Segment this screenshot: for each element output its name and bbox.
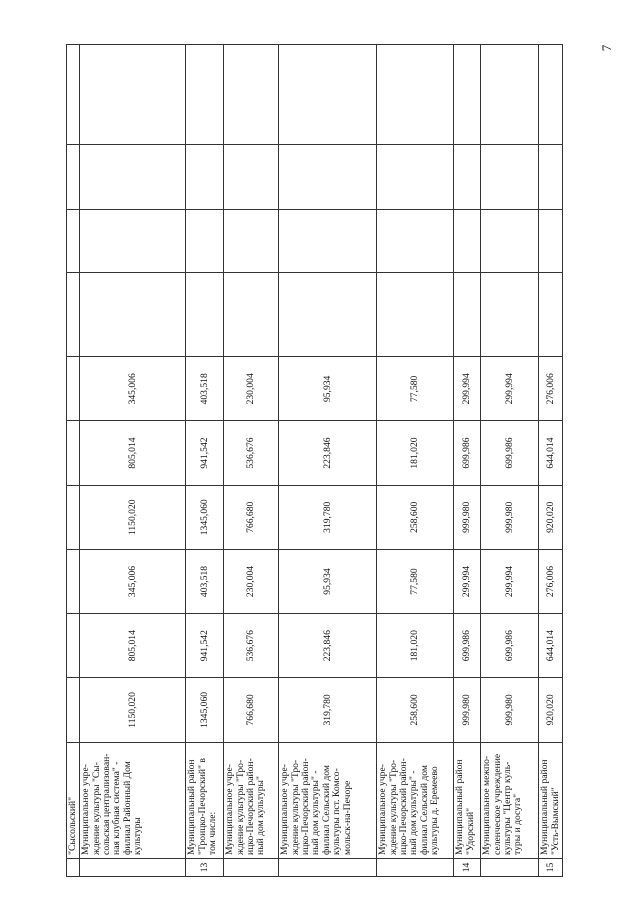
value-cell: 299,994: [454, 357, 481, 421]
value-cell: 299,994: [454, 549, 481, 613]
value-cell: [67, 549, 80, 613]
value-cell: [481, 272, 539, 356]
value-cell: [80, 45, 186, 145]
value-cell: [539, 145, 563, 209]
value-cell: [539, 272, 563, 356]
row-number-cell: [481, 858, 539, 876]
value-cell: 999,980: [481, 485, 539, 549]
value-cell: 230,004: [224, 357, 279, 421]
value-cell: [67, 485, 80, 549]
name-cell: Муниципальный район "Усть-Вымский": [539, 742, 563, 858]
value-cell: 223,846: [279, 421, 377, 485]
value-cell: 77,580: [377, 549, 454, 613]
page-number: 7: [599, 44, 614, 52]
table-row: [224, 45, 279, 877]
value-cell: 805,014: [80, 614, 186, 678]
value-cell: 536,676: [224, 614, 279, 678]
value-cell: [67, 678, 80, 742]
value-cell: [377, 272, 454, 356]
value-cell: [279, 272, 377, 356]
value-cell: [224, 209, 279, 272]
value-cell: 299,994: [481, 549, 539, 613]
value-cell: 699,986: [481, 421, 539, 485]
value-cell: [67, 421, 80, 485]
value-cell: 941,542: [186, 614, 224, 678]
value-cell: [377, 209, 454, 272]
name-cell: "Сысольский": [67, 742, 80, 858]
table-row: [481, 45, 539, 877]
document-page: [66, 44, 561, 877]
value-cell: [80, 209, 186, 272]
value-cell: [279, 145, 377, 209]
value-cell: 276,006: [539, 357, 563, 421]
value-cell: [454, 45, 481, 145]
value-cell: 258,600: [377, 678, 454, 742]
value-cell: 699,986: [454, 614, 481, 678]
budget-table: [66, 44, 563, 877]
row-number-cell: 13: [186, 858, 224, 876]
value-cell: 95,934: [279, 357, 377, 421]
value-cell: 766,680: [224, 485, 279, 549]
table-row: [454, 45, 481, 877]
value-cell: [481, 209, 539, 272]
value-cell: [377, 145, 454, 209]
value-cell: [454, 209, 481, 272]
value-cell: [67, 209, 80, 272]
value-cell: 766,680: [224, 678, 279, 742]
value-cell: [279, 209, 377, 272]
value-cell: 181,020: [377, 614, 454, 678]
value-cell: [224, 145, 279, 209]
value-cell: 258,600: [377, 485, 454, 549]
row-number-cell: [224, 858, 279, 876]
name-cell: Муниципальный район "Удорский": [454, 742, 481, 858]
value-cell: 941,542: [186, 421, 224, 485]
value-cell: 1345,060: [186, 678, 224, 742]
value-cell: 345,006: [80, 357, 186, 421]
table-row: [539, 45, 563, 877]
value-cell: 319,780: [279, 485, 377, 549]
value-cell: 999,980: [454, 678, 481, 742]
row-number-cell: 14: [454, 858, 481, 876]
value-cell: [80, 272, 186, 356]
value-cell: 644,014: [539, 421, 563, 485]
value-cell: [186, 145, 224, 209]
value-cell: 319,780: [279, 678, 377, 742]
value-cell: 95,934: [279, 549, 377, 613]
name-cell: Муниципальное учре-ждение культуры "Тро-ицко-Печорский район-ный дом культуры" - филиал Сельский дом культуры пст. Комсо-мольск-на-Печоре: [279, 742, 377, 858]
value-cell: [224, 45, 279, 145]
value-cell: [186, 209, 224, 272]
value-cell: 1150,020: [80, 678, 186, 742]
value-cell: 403,518: [186, 357, 224, 421]
value-cell: 223,846: [279, 614, 377, 678]
name-cell: Муниципальный район "Троицко-Печорский" в том числе:: [186, 742, 224, 858]
table-row: [279, 45, 377, 877]
value-cell: 999,980: [481, 678, 539, 742]
value-cell: 699,986: [481, 614, 539, 678]
value-cell: 920,020: [539, 485, 563, 549]
value-cell: 299,994: [481, 357, 539, 421]
value-cell: [67, 614, 80, 678]
name-cell: Муниципальное межпо-селенческое учреждение культуры "Центр куль-туры и досуга": [481, 742, 539, 858]
value-cell: 644,014: [539, 614, 563, 678]
value-cell: 345,006: [80, 549, 186, 613]
value-cell: [279, 45, 377, 145]
value-cell: [454, 272, 481, 356]
table-row: [67, 45, 80, 877]
value-cell: [454, 145, 481, 209]
value-cell: [539, 209, 563, 272]
row-number-cell: [67, 858, 80, 876]
value-cell: [67, 357, 80, 421]
value-cell: 1345,060: [186, 485, 224, 549]
table-row: [186, 45, 224, 877]
value-cell: 77,580: [377, 357, 454, 421]
row-number-cell: [80, 858, 186, 876]
value-cell: [67, 45, 80, 145]
value-cell: [481, 145, 539, 209]
value-cell: [186, 45, 224, 145]
value-cell: 805,014: [80, 421, 186, 485]
value-cell: [539, 45, 563, 145]
value-cell: [481, 45, 539, 145]
value-cell: 536,676: [224, 421, 279, 485]
value-cell: 699,986: [454, 421, 481, 485]
table-row: [377, 45, 454, 877]
value-cell: 920,020: [539, 678, 563, 742]
name-cell: Муниципальное учре-ждение культуры "Тро-ицко-Печорский район-ный дом культуры": [224, 742, 279, 858]
row-number-cell: [279, 858, 377, 876]
value-cell: [186, 272, 224, 356]
table-row: [80, 45, 186, 877]
value-cell: 181,020: [377, 421, 454, 485]
value-cell: [224, 272, 279, 356]
rotated-table-wrapper: [66, 44, 561, 877]
value-cell: 1150,020: [80, 485, 186, 549]
value-cell: 230,004: [224, 549, 279, 613]
value-cell: 403,518: [186, 549, 224, 613]
value-cell: [67, 145, 80, 209]
value-cell: [377, 45, 454, 145]
row-number-cell: 15: [539, 858, 563, 876]
value-cell: 276,006: [539, 549, 563, 613]
value-cell: [67, 272, 80, 356]
value-cell: 999,980: [454, 485, 481, 549]
value-cell: [80, 145, 186, 209]
name-cell: Муниципальное учре-ждение культуры "Тро-ицко-Печорский район-ный дом культуры" - филиал Сельский дом культуры д. Еремеево: [377, 742, 454, 858]
row-number-cell: [377, 858, 454, 876]
name-cell: Муниципальное учре-ждение культуры "Сы-сольская централизован-ная клубная система" - филиал Районный Дом культуры: [80, 742, 186, 858]
